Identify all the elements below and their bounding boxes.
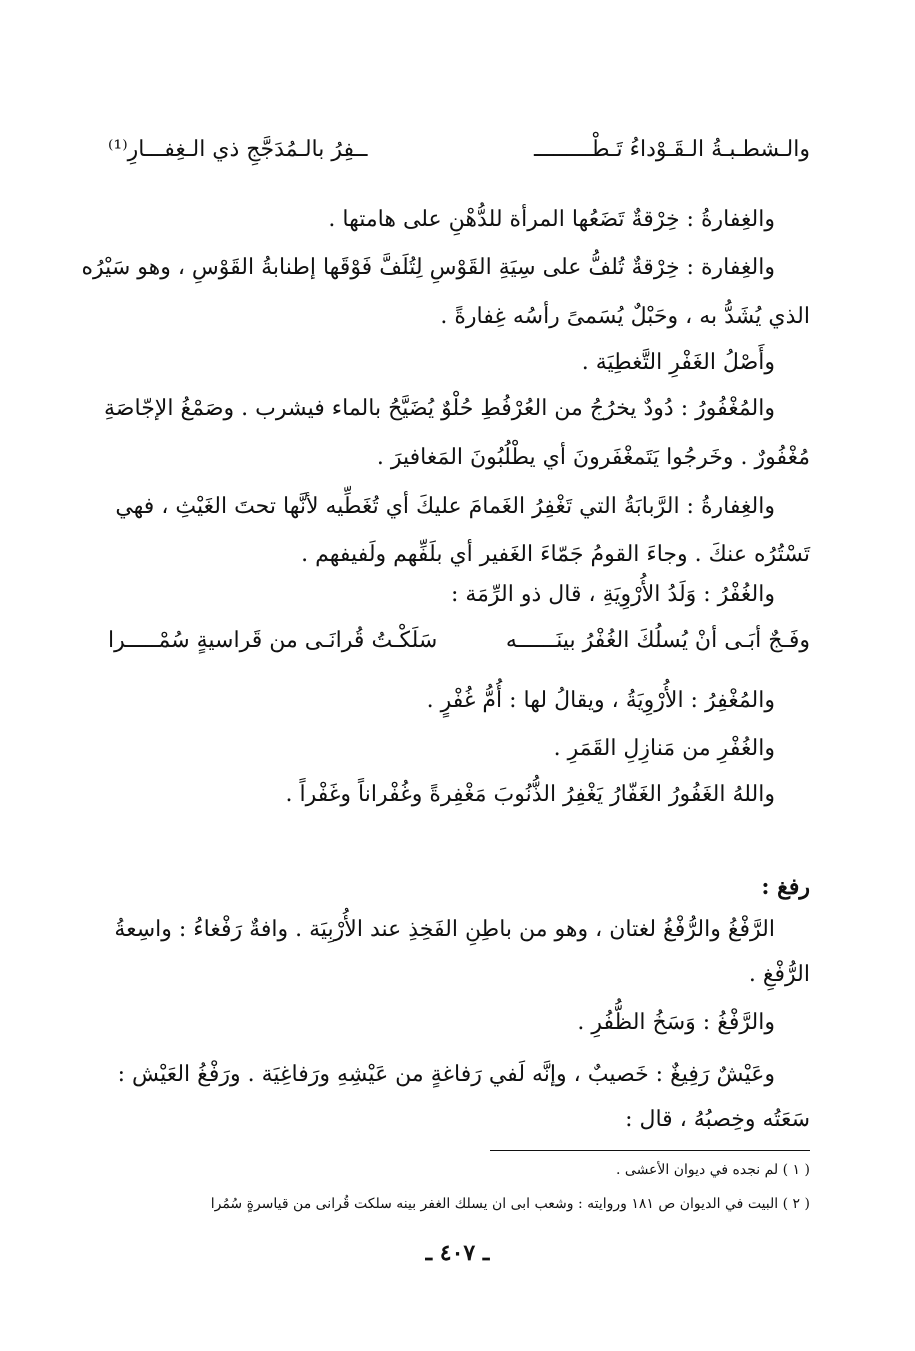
verse-1-second-hemistich: ــفِرُ بالـمُدَجَّجِ ذي الـغِفـــارِ⁽¹⁾ [108,137,368,162]
text-line: والمُغْفِرُ : الأُرْوِيَةُ ، ويقالُ لها : أُمُّ غُفْرٍ . [426,688,775,713]
text-line: تَسْتُرُه عنكَ . وجاءَ القومُ جَمّاءَ الغَفير أي بلَفِّهم ولَفيفهم . [301,542,810,567]
verse-2-first-hemistich: وفَـجٌ أبَـى أنْ يُسلُكَ الغُفْرُ بينَــــــه [505,628,810,653]
text-line: واللهُ الغَفُورُ الغَفّارُ يَغْفِرُ الذُّنُوبَ مَغْفِرةً وغُفْراناً وغَفْراً . [285,782,775,807]
text-line: وأَصْلُ الغَفْرِ التَّغطِيَة . [581,350,775,375]
text-line: والغِفارةُ : خِرْقةٌ تَضَعُها المرأة للدُّهْنِ على هامتها . [328,207,775,232]
text-line: والغُفْرِ من مَنازِلِ القَمَرِ . [553,736,775,761]
text-line: والغُفْرُ : وَلَدُ الأُرْوِيَةِ ، قال ذو الرِّمَة : [450,582,775,607]
entry-heading: رفغ : [761,874,810,900]
text-line: والغِفارةُ : الرَّبابَةُ التي تَغْفِرُ الغَمامَ عليكَ أي تُغَطِّيه لأنَّها تحتَ الغَيْثِ ، فهي [115,494,775,519]
text-line: والمُغْفُورُ : دُودٌ يخرُجُ من العُرْفُطِ حُلْوٌ يُضَيَّحُ بالماء فيشرب . وصَمْغُ الإجّاصَةِ [104,396,775,421]
footnote-1: ( ١ ) لم نجده في ديوان الأعشى . [616,1162,810,1178]
text-line: مُغْفُورٌ . وخَرجُوا يَتَمغْفَرونَ أي يطْلُبُونَ المَغافيرَ . [376,445,810,470]
verse-2-second-hemistich: سَلَكْـتُ قُرانَـى من قَراسيةٍ سُمْـــــرا [108,628,438,653]
text-line: والرَّفْغُ : وَسَخُ الظُّفُرِ . [577,1010,775,1035]
text-line: سَعَتُه وخِصبُهُ ، قال : [625,1107,810,1132]
text-line: الرُّفْغِ . [748,962,810,987]
page-number: ـ ٤٠٧ ـ [425,1240,490,1266]
verse-1-first-hemistich: والـشطـبـةُ الـقَـوْداءُ تَـطْـــــــــ [534,137,810,162]
footnote-divider [490,1150,810,1151]
text-line: الذي يُشَدُّ به ، وحَبْلٌ يُسَمىً رأسُه غِفارةً . [440,304,810,329]
text-line: الرَّفْغُ والرُّفْغُ لغتان ، وهو من باطِنِ الفَخِذِ عند الأُرْبِيَة . وافةٌ رَفْغاءُ : واسِعةُ [114,917,775,942]
text-line: والغِفارة : خِرْقةٌ تُلفُّ على سِيَةِ القَوْسِ لِتُلَفَّ فَوْقَها إطنابةُ القَوْسِ ، وهو سَيْرُه [81,255,775,280]
text-line: وعَيْشٌ رَفِيغٌ : خَصيبٌ ، وإنَّه لَفي رَفاغةٍ من عَيْشِهِ ورَفاغِيَة . ورَفْغُ العَيْش : [117,1062,775,1087]
footnote-2: ( ٢ ) البيت في الديوان ص ١٨١ وروايته : وشعب ابى ان يسلك الغفر بينه سلكت قُرانى من قياسرةٍ سُمُرا [210,1196,810,1212]
